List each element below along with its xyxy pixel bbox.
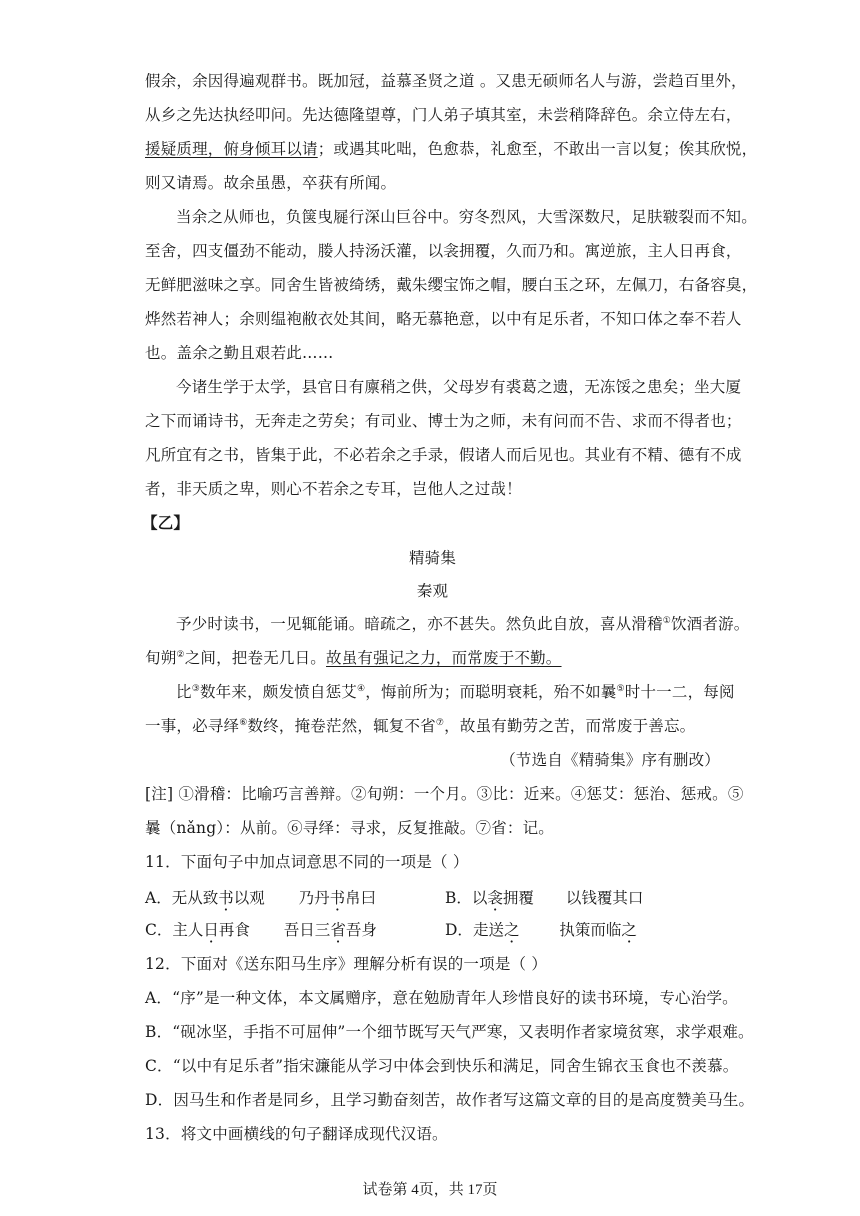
passage-line: 凡所宜有之书，皆集于此，不必若余之手录，假诸人而后见也。其业有不精、德有不成 bbox=[145, 446, 742, 464]
footnote-mark: ② bbox=[176, 649, 185, 660]
passage-line: 从乡之先达执经叩问。先达德隆望尊，门人弟子填其室，未尝稍降辞色。余立侍左右， bbox=[145, 106, 742, 124]
q11-option-d[interactable]: D．走送之 执策而临之 bbox=[445, 921, 637, 939]
footnote-mark: ① bbox=[662, 615, 671, 626]
passage-line: 予少时读书，一见辄能诵。暗疏之，亦不甚失。然负此自放，喜从滑稽①饮酒者游。 bbox=[176, 615, 750, 633]
passage-line: 者，非天质之卑，则心不若余之专耳，岂他人之过哉！ bbox=[145, 480, 522, 498]
passage-line: 烨然若神人；余则缊袍敝衣处其间，略无慕艳意，以中有足乐者，不知口体之奉不若人 bbox=[145, 310, 742, 328]
footnote-mark: ⑥ bbox=[239, 717, 248, 728]
passage-text: ；或遇其叱咄，色愈恭，礼愈至，不敢出一言以复；俟其欣悦， bbox=[317, 140, 758, 158]
section-label-yi: 【乙】 bbox=[142, 513, 190, 532]
passage-line: 旬朔②之间，把卷无几日。故虽有强记之力，而常废于不勤。 bbox=[145, 649, 562, 667]
passage-line: 当余之从师也，负箧曳屣行深山巨谷中。穷冬烈风，大雪深数尺，足肤皲裂而不知。 bbox=[176, 208, 757, 226]
footnote-mark: ⑦ bbox=[435, 717, 445, 728]
passage-line: 无鲜肥滋味之享。同舍生皆被绮绣，戴朱缨宝饰之帽，腰白玉之环，左佩刀，右备容臭， bbox=[145, 276, 758, 294]
passage-line bbox=[145, 139, 758, 159]
footnote-mark: ⑤ bbox=[616, 683, 625, 694]
source-citation: （节选自《精骑集》序有删改） bbox=[500, 751, 720, 769]
passage-line: 则又请焉。故余虽愚，卒获有所闻。 bbox=[145, 174, 397, 192]
question-12-stem: 12．下面对《送东阳马生序》理解分析有误的一项是（ ） bbox=[145, 955, 548, 973]
passage-title: 精骑集 bbox=[408, 549, 457, 567]
q12-option-a[interactable]: A．“序”是一种文体，本文属赠序，意在勉励青年人珍惜良好的读书环境，专心治学。 bbox=[145, 989, 738, 1007]
passage-line: 一事，必寻绎⑥数终，掩卷茫然，辄复不省⑦，故虽有勤劳之苦，而常废于善忘。 bbox=[145, 717, 696, 735]
passage-line: 也。盖余之勤且艰若此…… bbox=[145, 344, 334, 362]
passage-line: 至舍，四支僵劲不能动，媵人持汤沃灌，以衾拥覆，久而乃和。寓逆旅，主人日再食， bbox=[145, 242, 742, 260]
underlined-sentence: 援疑质理，俯身倾耳以请 bbox=[145, 140, 318, 158]
q11-option-b[interactable]: B．以衾拥覆 以钱覆其口 bbox=[445, 889, 644, 907]
q11-option-a[interactable]: A．无从致书以观 乃丹书帛曰 bbox=[145, 889, 377, 907]
q12-option-d[interactable]: D．因马生和作者是同乡，且学习勤奋刻苦，故作者写这篇文章的目的是高度赞美马生。 bbox=[145, 1091, 755, 1109]
q12-option-b[interactable]: B．“砚冰坚，手指不可屈伸”一个细节既写天气严寒，又表明作者家境贫寒，求学艰难。 bbox=[145, 1023, 754, 1041]
q12-option-c[interactable]: C．“以中有足乐者”指宋濂能从学习中体会到快乐和满足，同舍生锦衣玉食也不羡慕。 bbox=[145, 1057, 739, 1075]
question-13-stem: 13．将文中画横线的句子翻译成现代汉语。 bbox=[145, 1125, 448, 1143]
page-footer: 试卷第 4页，共 17页 bbox=[362, 1182, 498, 1198]
q11-option-c[interactable]: C．主人日再食 吾日三省吾身 bbox=[145, 921, 377, 939]
underlined-sentence: 故虽有强记之力，而常废于不勤。 bbox=[326, 649, 562, 667]
passage-line: 之下而诵诗书，无奔走之劳矣；有司业、博士为之师，未有问而不告、求而不得者也； bbox=[145, 412, 742, 430]
notes-line: 曩（nǎng）：从前。⑥寻绎：寻求，反复推敲。⑦省：记。 bbox=[145, 819, 554, 837]
footnote-mark: ④ bbox=[357, 683, 366, 694]
passage-author: 秦观 bbox=[416, 582, 449, 600]
notes-line: [注] ①滑稽：比喻巧言善辩。②旬朔：一个月。③比：近来。④惩艾：惩治、惩戒。⑤ bbox=[145, 785, 744, 803]
passage-line: 假余，余因得遍观群书。既加冠，益慕圣贤之道 。又患无硕师名人与游，尝趋百里外， bbox=[145, 72, 747, 90]
footnote-mark: ③ bbox=[191, 683, 200, 694]
passage-line: 今诸生学于太学，县官日有廪稍之供，父母岁有裘葛之遗，无冻馁之患矣；坐大厦 bbox=[176, 378, 742, 396]
question-11-stem: 11．下面句子中加点词意思不同的一项是（ ） bbox=[145, 853, 469, 871]
passage-line: 比③数年来，颇发愤自惩艾④，悔前所为；而聪明衰耗，殆不如曩⑤时十一二，每阅 bbox=[176, 683, 735, 701]
